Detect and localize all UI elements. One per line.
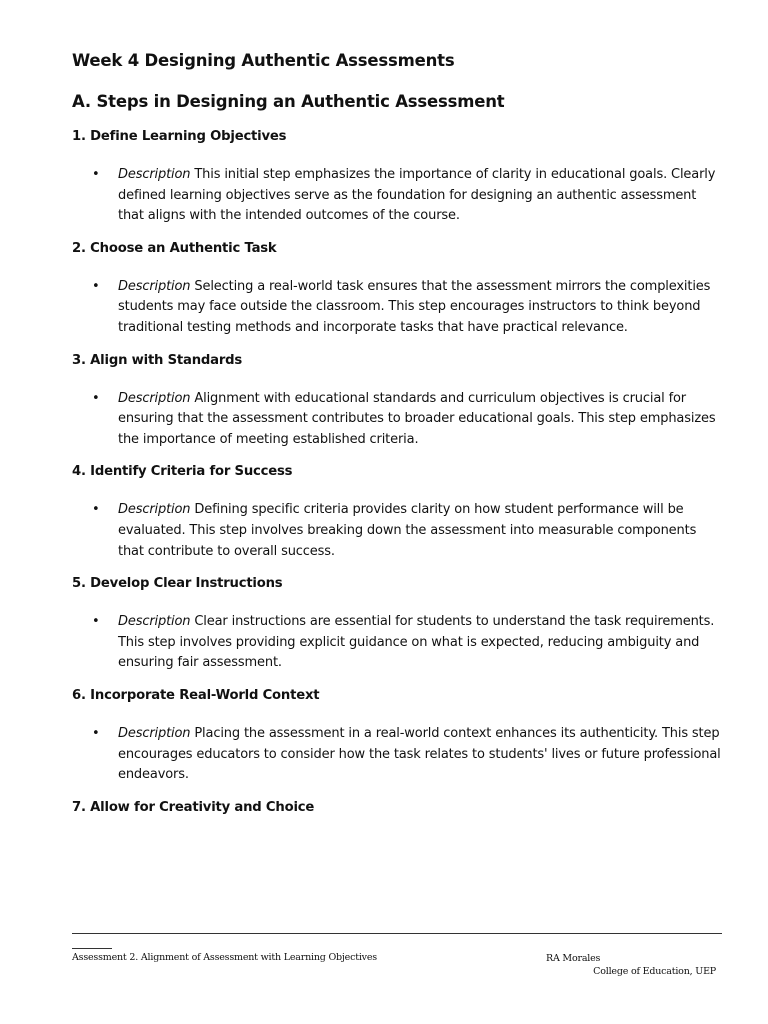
description-label: Description: [118, 502, 191, 518]
document-title: Week 4 Designing Authentic Assessments: [72, 51, 455, 70]
section-title: A. Steps in Designing an Authentic Assessment: [72, 92, 505, 111]
description-text: Alignment with educational standards and curriculum objectives is crucial for ensuring that the assessment contributes to broader educational goals. This step emphasizes the importance of meeting established criteria.: [118, 390, 716, 447]
description-text: Clear instructions are essential for students to understand the task requirements. This step involves providing explicit guidance on what is expected, reducing ambiguity and ensuring fair assessment.: [118, 614, 715, 671]
footer-course-title: Assessment 2. Alignment of Assessment with Learning Objectives: [72, 952, 377, 963]
bullet-icon: •: [92, 167, 100, 182]
bullet-icon: •: [92, 278, 100, 294]
list-item: [72, 389, 722, 451]
document-page: [72, 48, 722, 818]
description-text: Placing the assessment in a real-world context enhances its authenticity. This step encourages educators to consider how the task relates to students' lives or future professional endeavors.: [118, 725, 721, 783]
step-description: [118, 612, 722, 674]
bullet-icon: •: [92, 614, 100, 630]
step-heading: 6. Incorporate Real-World Context: [72, 687, 320, 703]
step-heading: 7. Allow for Creativity and Choice: [72, 799, 315, 815]
footer-divider: [72, 933, 722, 934]
step-heading: 3. Align with Standards: [72, 352, 243, 368]
bullet-icon: •: [92, 390, 100, 406]
step-7: [72, 798, 722, 818]
step-heading: 1. Define Learning Objectives: [72, 129, 287, 144]
step-heading: 2. Choose an Authentic Task: [72, 240, 277, 256]
step-6: [72, 686, 722, 786]
description-label: Description: [118, 614, 191, 630]
step-heading: 4. Identify Criteria for Success: [72, 464, 293, 480]
list-item: [72, 165, 722, 227]
step-description: [118, 724, 722, 786]
step-description: [118, 500, 722, 562]
description-text: This initial step emphasizes the importance of clarity in educational goals. Clearly defined learning objectives serve as the foundation for designing an authentic assessment that aligns with the intended outcomes of the course.: [118, 167, 716, 224]
description-label: Description: [118, 725, 191, 741]
step-4: [72, 462, 722, 562]
step-heading: 5. Develop Clear Instructions: [72, 576, 283, 592]
footer-divider-short: [72, 948, 112, 949]
description-label: Description: [118, 167, 191, 182]
bullet-icon: •: [92, 502, 100, 518]
step-2: [72, 239, 722, 339]
step-1: [72, 127, 722, 227]
step-5: [72, 574, 722, 674]
list-item: [72, 277, 722, 339]
step-description: [118, 165, 722, 227]
description-text: Defining specific criteria provides clarity on how student performance will be evaluated. This step involves breaking down the assessment into measurable components that contribute to overall success.: [118, 502, 697, 559]
footer-author: RA Morales: [546, 953, 601, 964]
step-3: [72, 351, 722, 451]
list-item: [72, 500, 722, 562]
footer-affiliation: College of Education, UEP: [593, 966, 716, 977]
list-item: [72, 612, 722, 674]
footer-attribution: [546, 952, 716, 978]
description-label: Description: [118, 278, 191, 294]
description-label: Description: [118, 390, 191, 406]
list-item: [72, 724, 722, 786]
description-text: Selecting a real-world task ensures that the assessment mirrors the complexities students may face outside the classroom. This step encourages instructors to think beyond traditional testing methods and incorporate tasks that have practical relevance.: [118, 278, 711, 335]
step-description: [118, 277, 722, 339]
bullet-icon: •: [92, 725, 100, 741]
step-description: [118, 389, 722, 451]
